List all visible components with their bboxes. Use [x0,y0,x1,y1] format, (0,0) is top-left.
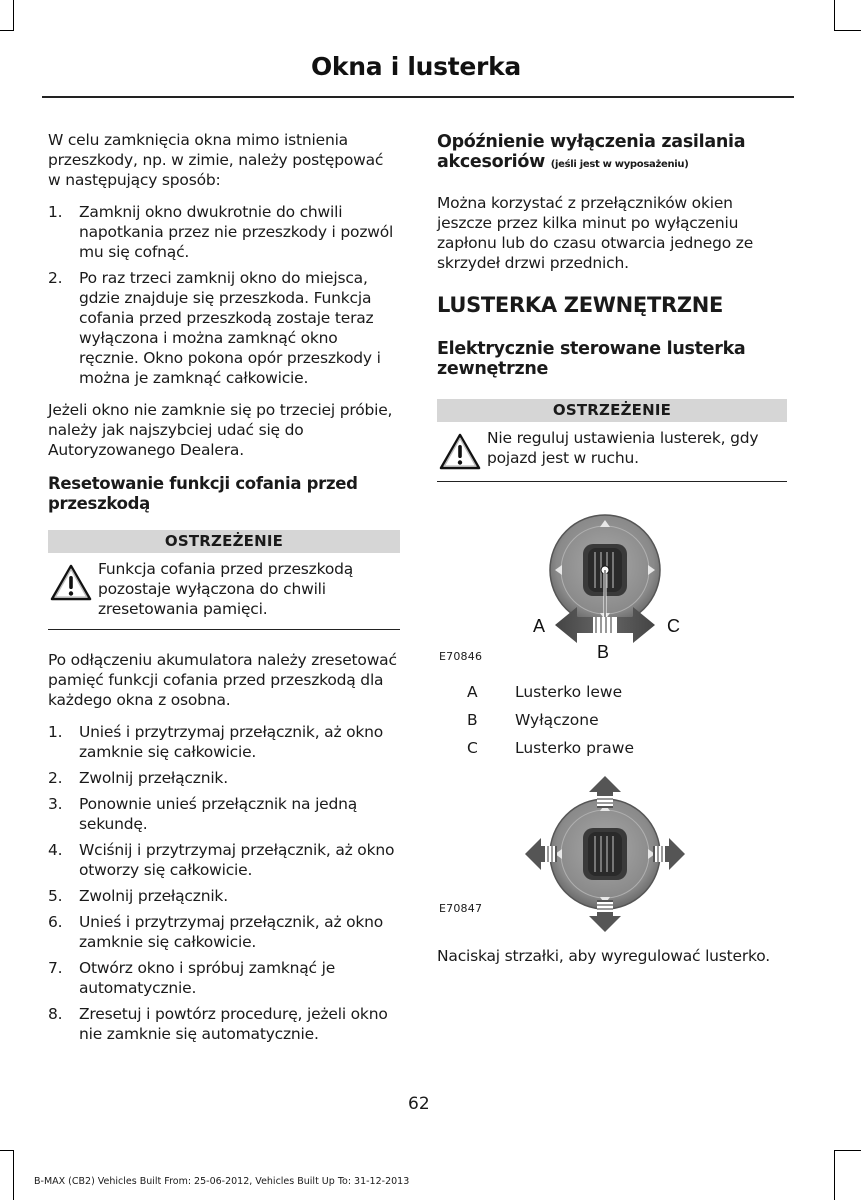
crop-mark [834,1150,835,1200]
step-number: 5. [48,887,63,905]
legend-row [437,738,787,758]
step-number: 6. [48,913,63,931]
list-item [48,268,400,388]
step-text: Wciśnij i przytrzymaj przełącznik, aż okno otworzy się całkowicie. [79,841,395,879]
mirror-selector-illustration [437,508,787,678]
header-rule [42,96,794,98]
accessory-heading [437,132,787,175]
page-title: Okna i lusterka [310,52,521,81]
list-item [48,886,400,906]
mirror-adjust-illustration [437,774,787,942]
step-text: Zwolnij przełącznik. [79,887,228,905]
accessory-heading-note: (jeśli jest w wyposażeniu) [550,159,689,170]
step-number: 3. [48,795,63,813]
step-number: 4. [48,841,63,859]
list-item [48,958,400,998]
legend-key: B [467,711,478,729]
list-item [48,768,400,788]
crop-mark [834,30,861,31]
step-number: 1. [48,723,63,741]
crop-mark [0,1150,14,1151]
step-number: 7. [48,959,63,977]
warning-label: OSTRZEŻENIE [437,399,787,422]
list-item [48,794,400,834]
warning-text: Funkcja cofania przed przeszkodą pozostaje wyłączona do chwili zresetowania pamięci. [98,560,354,618]
mirror-selector-figure [437,508,787,678]
warning-triangle-icon [437,433,483,471]
crop-mark [13,0,14,30]
legend-key: C [467,739,478,757]
warning-label: OSTRZEŻENIE [48,530,400,553]
figure-code: E70847 [439,902,483,915]
step-number: 8. [48,1005,63,1023]
override-steps [48,202,400,388]
step-number: 1. [48,203,63,221]
step-text: Zwolnij przełącznik. [79,769,228,787]
step-text: Otwórz okno i spróbuj zamknąć je automatycznie. [79,959,336,997]
list-item [48,722,400,762]
press-paragraph: Naciskaj strzałki, aby wyregulować lusterko. [437,947,771,965]
label-b: B [597,642,610,662]
legend-row [437,710,787,730]
left-column [48,130,400,1056]
legend-value: Wyłączone [515,711,599,729]
warning-triangle-icon [48,564,94,602]
legend-row [437,682,787,702]
intro-paragraph: W celu zamknięcia okna mimo istnienia przeszkody, np. w zimie, należy postępować w następujący sposób: [48,131,384,189]
crop-mark [0,30,14,31]
legend-value: Lusterko prawe [515,739,635,757]
accessory-heading-text: Opóźnienie wyłączenia zasilania akcesoriów [437,132,746,172]
warning-text: Nie reguluj ustawienia lusterek, gdy pojazd jest w ruchu. [487,429,759,467]
section-title: LUSTERKA ZEWNĘTRZNE [437,293,724,317]
footer-text: B-MAX (CB2) Vehicles Built From: 25-06-2012, Vehicles Built Up To: 31-12-2013 [34,1176,410,1187]
label-a: A [533,616,546,636]
label-c: C [667,616,680,636]
step-text: Zamknij okno dwukrotnie do chwili napotkania przez nie przeszkody i pozwól mu się cofnąć. [79,203,394,261]
dealer-paragraph: Jeżeli okno nie zamknie się po trzeciej próbie, należy jak najszybciej udać się do Autoryzowanego Dealera. [48,401,393,459]
mirror-heading: Elektrycznie sterowane lusterka zewnętrzne [437,339,746,379]
accessory-paragraph: Można korzystać z przełączników okien jeszcze przez kilka minut po wyłączeniu zapłonu lub do czasu otwarcia jednego ze skrzydeł drzwi przednich. [437,194,754,272]
step-text: Ponownie unieś przełącznik na jedną sekundę. [79,795,358,833]
step-number: 2. [48,269,63,287]
reset-heading: Resetowanie funkcji cofania przed przeszkodą [48,474,358,513]
step-text: Unieś i przytrzymaj przełącznik, aż okno zamknie się całkowicie. [79,723,384,761]
legend-value: Lusterko lewe [515,683,623,701]
battery-paragraph: Po odłączeniu akumulatora należy zresetować pamięć funkcji cofania przed przeszkodą dla każdego okna z osobna. [48,651,397,709]
crop-mark [13,1150,14,1200]
warning-box [437,422,787,482]
page-number: 62 [408,1094,430,1114]
step-text: Zresetuj i powtórz procedurę, jeżeli okno nie zamknie się automatycznie. [79,1005,388,1043]
reset-steps [48,722,400,1044]
step-text: Po raz trzeci zamknij okno do miejsca, gdzie znajduje się przeszkoda. Funkcja cofania przed przeszkodą zostaje teraz wyłączona i można zamknąć okno ręcznie. Okno pokona opór przeszkody i można je zamknąć całkowicie. [79,269,381,387]
warning-box [48,553,400,630]
step-number: 2. [48,769,63,787]
mirror-adjust-figure [437,774,787,942]
list-item [48,840,400,880]
crop-mark [834,1150,861,1151]
crop-mark [834,0,835,30]
figure-legend [437,682,787,758]
list-item [48,1004,400,1044]
list-item [48,202,400,262]
legend-key: A [467,683,478,701]
figure-code: E70846 [439,650,483,663]
step-text: Unieś i przytrzymaj przełącznik, aż okno zamknie się całkowicie. [79,913,384,951]
list-item [48,912,400,952]
right-column [437,130,787,978]
